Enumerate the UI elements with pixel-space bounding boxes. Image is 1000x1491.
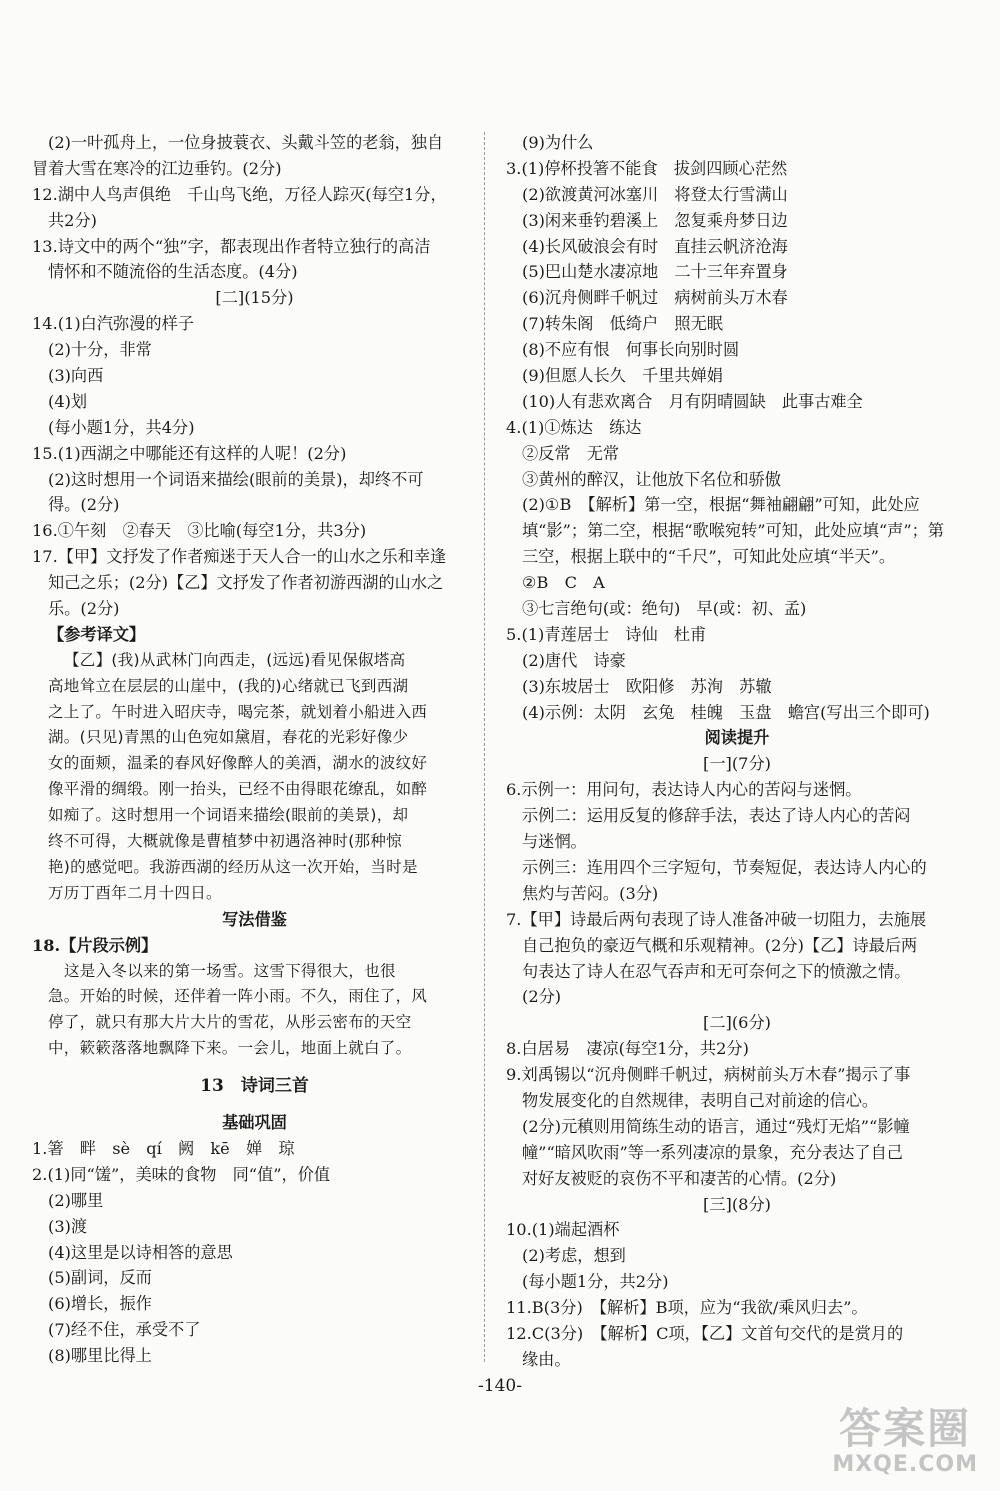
left-line: 这是入冬以来的第一场雪。这雪下得很大，也很 [64, 961, 396, 980]
left-line: (3)渡 [48, 1216, 88, 1236]
right-line: (4)长风破浪会有时 直挂云帆济沧海 [522, 236, 788, 256]
right-line: 6.示例一：用问句，表达诗人内心的苦闷与迷惘。 [506, 780, 862, 800]
left-line: [二](15分) [215, 288, 294, 308]
left-line: 冒着大雪在寒冷的江边垂钓。(2分) [32, 158, 282, 178]
right-line: 焦灼与苦闷。(3分) [522, 883, 659, 903]
right-line: 与迷惘。 [522, 832, 587, 852]
left-line: 【参考译文】 [48, 624, 146, 644]
left-line: 2.(1)同“馐”，美味的食物 同“值”，价值 [32, 1164, 331, 1184]
right-line: (2)①B 【解析】第一空，根据“舞袖翩翩”可知，此处应 [522, 495, 920, 515]
left-column [32, 130, 477, 1369]
left-line: 【乙】(我)从武林门向西走，(远远)看见保俶塔高 [64, 650, 406, 669]
left-line: 艳)的感觉吧。我游西湖的经历从这一次开始，当时是 [48, 857, 418, 876]
left-line: 12.湖中人鸟声俱绝 千山鸟飞绝，万径人踪灭(每空1分， [32, 184, 447, 204]
right-line: 自己抱负的豪迈气概和乐观精神。(2分)【乙】诗最后两 [522, 935, 918, 955]
left-line: 基础巩固 [222, 1113, 287, 1133]
left-line: 18.【片段示例】 [32, 935, 158, 955]
page-number: -140- [478, 1376, 522, 1396]
right-line: 三空，根据上联中的“千尺”，可知此处应填“半天”。 [522, 547, 896, 567]
left-line: (5)副词，反而 [48, 1268, 152, 1288]
right-line: (2)欲渡黄河冰塞川 将登太行雪满山 [522, 184, 788, 204]
right-line: (2)唐代 诗豪 [522, 650, 626, 670]
left-line: (2)一叶孤舟上，一位身披蓑衣、头戴斗笠的老翁，独自 [48, 133, 444, 152]
left-line: 高地耸立在层层的山崖中，(我的)心绪就已飞到西湖 [48, 676, 409, 695]
left-line: (3)向西 [48, 366, 104, 386]
left-line: 情怀和不随流俗的生活态度。(4分) [48, 262, 298, 282]
right-column [506, 130, 968, 1373]
left-line: (4)这里是以诗相答的意思 [48, 1242, 233, 1262]
left-line: 15.(1)西湖之中哪能还有这样的人呢！(2分) [32, 443, 347, 463]
right-line: 对好友被贬的哀伤不平和凄苦的心情。(2分) [522, 1168, 837, 1188]
left-line: 13.诗文中的两个“独”字，都表现出作者特立独行的高洁 [32, 236, 431, 256]
right-line: (5)巴山楚水凄凉地 二十三年弃置身 [522, 262, 788, 282]
column-divider [484, 132, 485, 1362]
right-line: 物发展变化的自然规律，表明自己对前途的信心。 [522, 1090, 879, 1110]
right-line: 3.(1)停杯投箸不能食 拔剑四顾心茫然 [506, 158, 788, 178]
right-line: (2分)元稹则用简练生动的语言，通过“残灯无焰”“影幢 [522, 1116, 910, 1136]
left-line: 女的面颊，温柔的春风好像醉人的美酒，湖水的波纹好 [48, 754, 428, 773]
right-line: [一](7分) [703, 754, 771, 774]
right-line: 缘由。 [522, 1349, 571, 1369]
right-line: (6)沉舟侧畔千帆过 病树前头万木春 [522, 288, 788, 308]
left-line: (7)经不住，承受不了 [48, 1320, 201, 1340]
left-line: (每小题1分，共4分) [48, 417, 195, 437]
watermark-url: MXQE.COM [832, 1452, 978, 1477]
right-line: 填“影”；第二空，根据“歌喉宛转”可知，此处应填“声”；第 [522, 521, 944, 541]
left-line: 13 诗词三首 [200, 1076, 309, 1097]
right-line: (8)不应有恨 何事长向别时圆 [522, 340, 740, 360]
right-line: 幢”“暗风吹雨”等一系列凄凉的景象，充分表达了自己 [522, 1142, 903, 1162]
right-line: (2)考虑，想到 [522, 1246, 626, 1266]
left-line: 14.(1)白汽弥漫的样子 [32, 314, 194, 334]
left-line: (2)哪里 [48, 1190, 104, 1210]
right-line: [二](6分) [703, 1013, 771, 1033]
right-line: 10.(1)端起酒杯 [506, 1220, 620, 1240]
left-line: 写法借鉴 [222, 909, 287, 929]
right-line: 句表达了诗人在忍气吞声和无可奈何之下的愤激之情。 [522, 961, 911, 981]
left-line: (6)增长，振作 [48, 1294, 152, 1314]
left-line: 像平滑的绸缎。刚一抬头，已经不由得眼花缭乱，如醉 [48, 780, 428, 799]
left-line: 如痴了。这时想用一个词语来描绘(眼前的美景)，却 [48, 806, 409, 825]
right-line: (9)但愿人长久 千里共婵娟 [522, 366, 723, 386]
left-line: 乐。(2分) [48, 599, 120, 619]
left-line: 16.①午刻 ②春天 ③比喻(每空1分，共3分) [32, 521, 367, 541]
left-line: (4)划 [48, 391, 88, 411]
right-line: 示例二：运用反复的修辞手法，表达了诗人内心的苦闷 [522, 806, 911, 826]
right-line: (3)闲来垂钓碧溪上 忽复乘舟梦日边 [522, 210, 788, 230]
right-line: 7.【甲】诗最后两句表现了诗人准备冲破一切阻力，去施展 [506, 909, 927, 929]
right-line: [三](8分) [703, 1194, 771, 1214]
right-line: 11.B(3分) 【解析】B项，应为“我欲/乘风归去”。 [506, 1298, 868, 1318]
right-line: (每小题1分，共2分) [522, 1272, 669, 1292]
right-line: (7)转朱阁 低绮户 照无眠 [522, 314, 723, 334]
right-line: 9.刘禹锡以“沉舟侧畔千帆过，病树前头万木春”揭示了事 [506, 1065, 911, 1085]
right-line: ②B C A [522, 573, 605, 593]
right-line: (9)为什么 [522, 133, 594, 152]
left-line: 急。开始的时候，还伴着一阵小雨。不久，雨住了，风 [48, 987, 428, 1006]
left-line: (2)这时想用一个词语来描绘(眼前的美景)，却终不可 [48, 469, 424, 489]
left-line: 终不可得，大概就像是曹植梦中初遇洛神时(那种惊 [48, 832, 402, 851]
right-line: 示例三：连用四个三字短句，节奏短促，表达诗人内心的 [522, 857, 927, 877]
right-line: ③七言绝句(或：绝句) 早(或：初、孟) [522, 599, 807, 619]
right-line: 12.C(3分) 【解析】C项，【乙】文首句交代的是赏月的 [506, 1323, 904, 1343]
left-line: 得。(2分) [48, 495, 120, 515]
left-line: 停了，就只有那大片大片的雪花，从彤云密布的天空 [48, 1013, 412, 1032]
watermark-brand: 答案圈 [839, 1404, 972, 1453]
right-line: (4)示例：太阴 玄兔 桂魄 玉盘 蟾宫(写出三个即可) [522, 702, 930, 722]
right-line: ②反常 无常 [522, 443, 620, 463]
left-line: 1.箸 畔 sè qí 阙 kē 婵 琼 [32, 1138, 295, 1158]
right-line: 5.(1)青莲居士 诗仙 杜甫 [506, 624, 707, 644]
right-line: 阅读提升 [704, 728, 770, 748]
right-line: 8.白居易 凄凉(每空1分，共2分) [506, 1039, 749, 1059]
right-line: (3)东坡居士 欧阳修 苏洵 苏辙 [522, 676, 772, 696]
left-line: 中，簌簌落落地飘降下来。一会儿，地面上就白了。 [48, 1039, 412, 1058]
left-line: 之上了。午时进入昭庆寺，喝完茶，就划着小船进入西 [48, 702, 428, 721]
watermark-logo [832, 1406, 978, 1477]
left-line: 万历丁酉年二月十四日。 [48, 883, 222, 902]
left-line: (8)哪里比得上 [48, 1346, 152, 1366]
right-line: (10)人有悲欢离合 月有阴晴圆缺 此事古难全 [522, 391, 863, 411]
right-line: 4.(1)①炼达 练达 [506, 417, 642, 437]
right-line: ③黄州的醉汉，让他放下名位和骄傲 [522, 469, 781, 489]
left-line: 湖。(只见)青黑的山色宛如黛眉，春花的光彩好像少 [48, 728, 409, 747]
left-line: 知己之乐；(2分)【乙】文抒发了作者初游西湖的山水之 [48, 573, 444, 593]
left-line: 17.【甲】文抒发了作者痴迷于天人合一的山水之乐和幸逢 [32, 547, 447, 567]
left-line: 共2分) [48, 210, 97, 230]
left-line: (2)十分，非常 [48, 340, 152, 360]
right-line: (2分) [522, 987, 562, 1007]
